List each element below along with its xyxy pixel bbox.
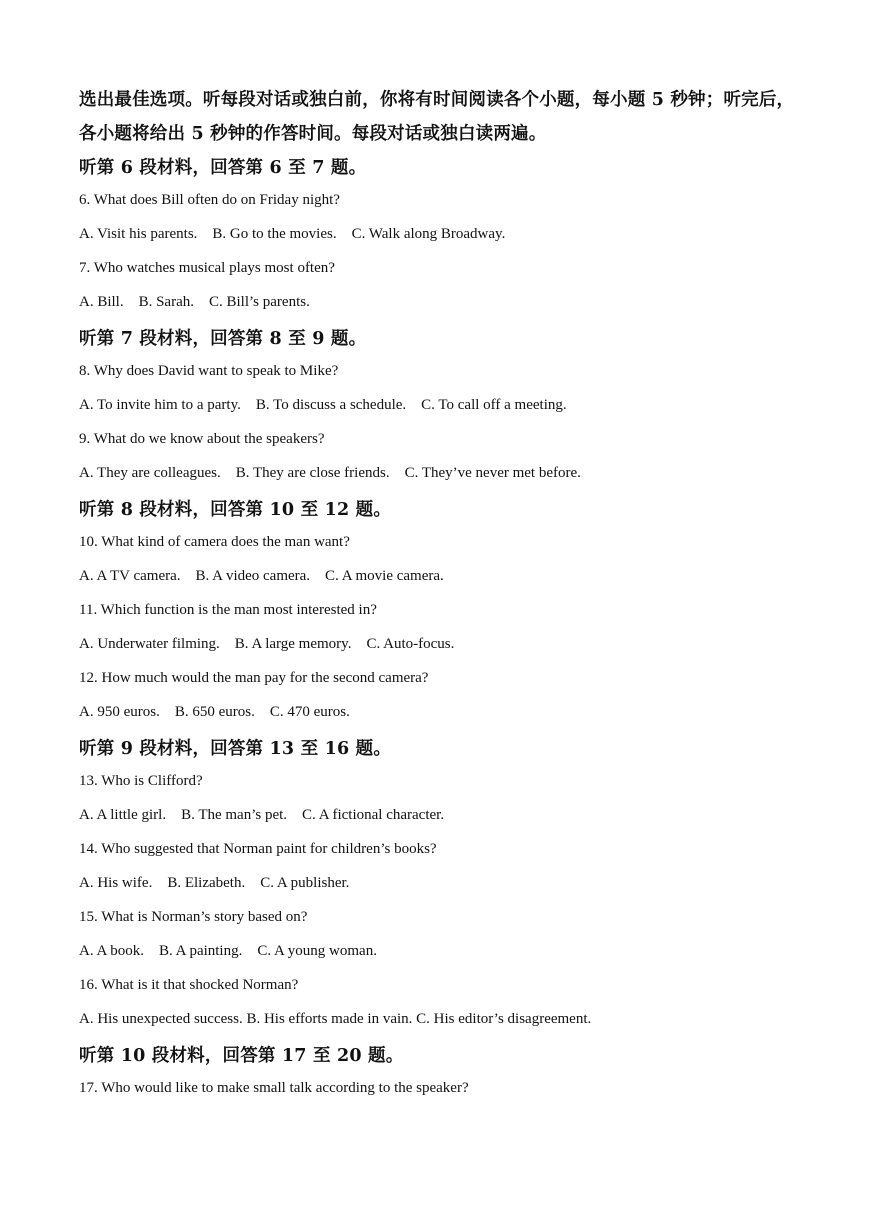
question-14-options: A. His wife. B. Elizabeth. C. A publisher. bbox=[79, 875, 350, 891]
section-heading-10: 听第 10 段材料，回答第 17 至 20 题。 bbox=[79, 1046, 404, 1066]
question-9: 9. What do we know about the speakers? bbox=[79, 431, 325, 447]
question-13-options: A. A little girl. B. The man’s pet. C. A fictional character. bbox=[79, 807, 445, 823]
question-10: 10. What kind of camera does the man want? bbox=[79, 534, 350, 550]
section-heading-7: 听第 7 段材料，回答第 8 至 9 题。 bbox=[79, 329, 367, 349]
question-11-options: A. Underwater filming. B. A large memory. C. Auto-focus. bbox=[79, 636, 455, 652]
question-17: 17. Who would like to make small talk according to the speaker? bbox=[79, 1080, 469, 1096]
question-14: 14. Who suggested that Norman paint for children’s books? bbox=[79, 841, 437, 857]
question-6-options: A. Visit his parents. B. Go to the movies. C. Walk along Broadway. bbox=[79, 226, 506, 242]
section-heading-6: 听第 6 段材料，回答第 6 至 7 题。 bbox=[79, 158, 367, 178]
question-13: 13. Who is Clifford? bbox=[79, 773, 203, 789]
question-15-options: A. A book. B. A painting. C. A young woman. bbox=[79, 943, 377, 959]
question-7: 7. Who watches musical plays most often? bbox=[79, 260, 335, 276]
question-9-options: A. They are colleagues. B. They are close friends. C. They’ve never met before. bbox=[79, 465, 581, 481]
question-12: 12. How much would the man pay for the second camera? bbox=[79, 670, 429, 686]
question-16: 16. What is it that shocked Norman? bbox=[79, 977, 299, 993]
section-heading-9: 听第 9 段材料，回答第 13 至 16 题。 bbox=[79, 739, 392, 759]
question-8: 8. Why does David want to speak to Mike? bbox=[79, 363, 339, 379]
instructions-line-2: 各小题将给出 5 秒钟的作答时间。每段对话或独白读两遍。 bbox=[79, 124, 547, 144]
question-6: 6. What does Bill often do on Friday night? bbox=[79, 192, 340, 208]
question-11: 11. Which function is the man most interested in? bbox=[79, 602, 377, 618]
question-12-options: A. 950 euros. B. 650 euros. C. 470 euros. bbox=[79, 704, 350, 720]
question-10-options: A. A TV camera. B. A video camera. C. A movie camera. bbox=[79, 568, 444, 584]
question-16-options: A. His unexpected success. B. His efforts made in vain. C. His editor’s disagreement. bbox=[79, 1011, 592, 1027]
question-7-options: A. Bill. B. Sarah. C. Bill’s parents. bbox=[79, 294, 310, 310]
question-8-options: A. To invite him to a party. B. To discuss a schedule. C. To call off a meeting. bbox=[79, 397, 567, 413]
section-heading-8: 听第 8 段材料，回答第 10 至 12 题。 bbox=[79, 500, 392, 520]
instructions-line-1: 选出最佳选项。听每段对话或独白前，你将有时间阅读各个小题，每小题 5 秒钟；听完后， bbox=[79, 90, 795, 110]
question-15: 15. What is Norman’s story based on? bbox=[79, 909, 308, 925]
